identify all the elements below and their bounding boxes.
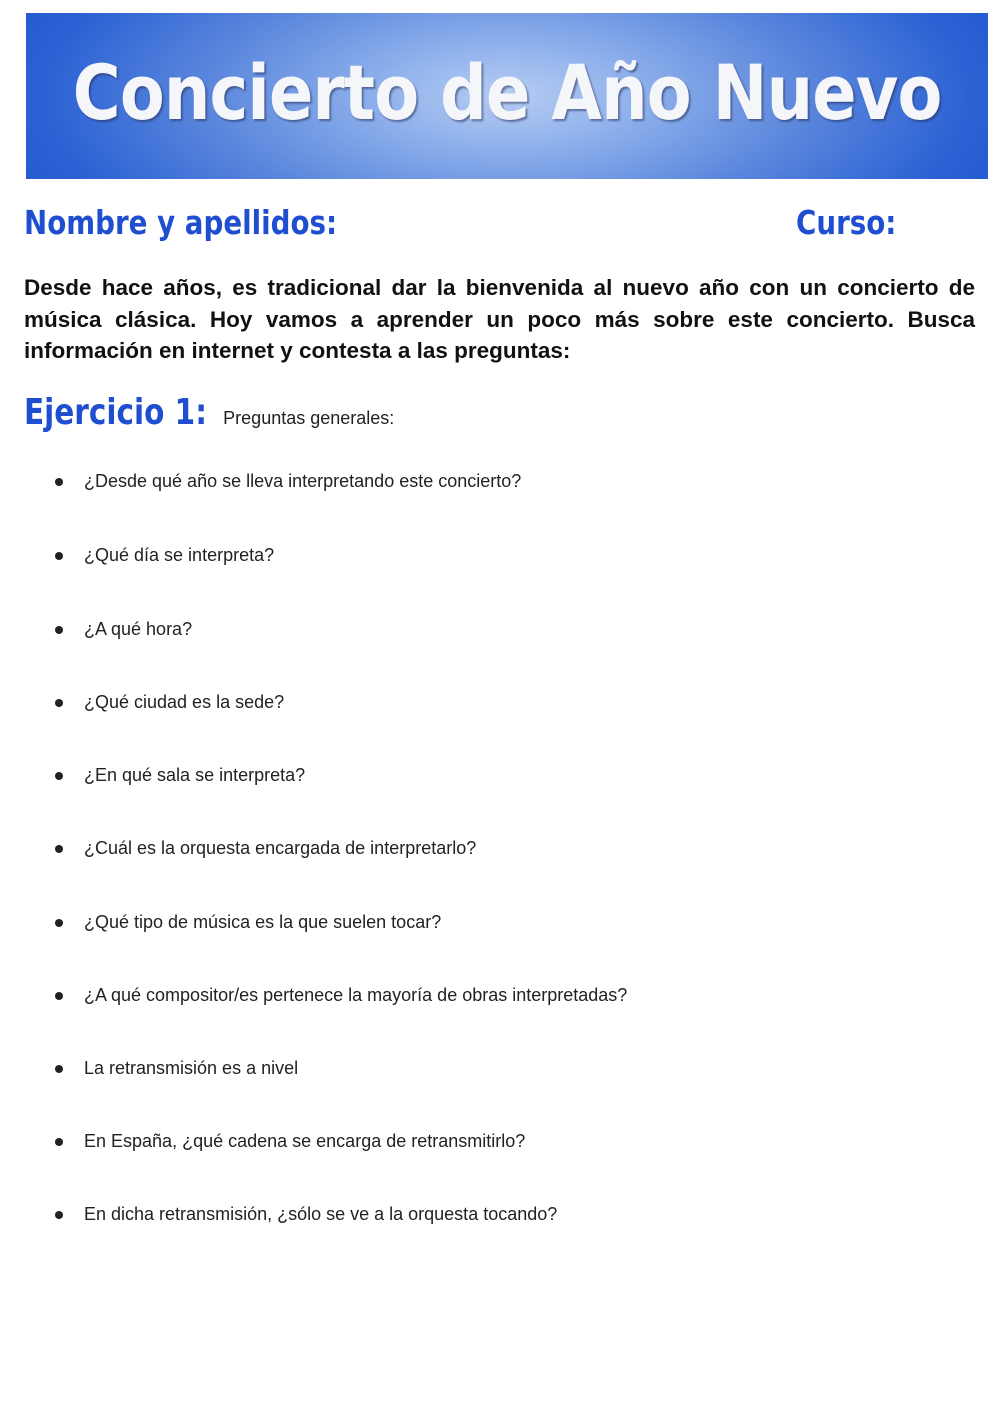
course-label: Curso: xyxy=(796,203,897,242)
question-item xyxy=(55,765,305,786)
bullet-icon xyxy=(55,699,63,707)
question-item xyxy=(55,545,274,566)
question-text: ¿Cuál es la orquesta encargada de interpretarlo? xyxy=(84,838,477,858)
exercise-title: Ejercicio 1: xyxy=(24,392,208,433)
title-banner xyxy=(26,13,988,179)
bullet-icon xyxy=(55,845,63,853)
question-text: ¿En qué sala se interpreta? xyxy=(84,765,306,785)
question-text: ¿Qué ciudad es la sede? xyxy=(84,692,285,712)
bullet-icon xyxy=(55,478,63,486)
question-item xyxy=(55,1204,557,1225)
bullet-icon xyxy=(55,772,63,780)
question-text: ¿Desde qué año se lleva interpretando este concierto? xyxy=(84,471,522,491)
question-item xyxy=(55,692,284,713)
question-text: En dicha retransmisión, ¿sólo se ve a la orquesta tocando? xyxy=(84,1204,558,1224)
question-item xyxy=(55,619,192,640)
name-label: Nombre y apellidos: xyxy=(24,203,338,242)
exercise-heading xyxy=(24,392,394,433)
bullet-icon xyxy=(55,992,63,1000)
question-item xyxy=(55,1131,525,1152)
question-text: ¿A qué hora? xyxy=(84,619,193,639)
bullet-icon xyxy=(55,1138,63,1146)
exercise-subtitle: Preguntas generales: xyxy=(223,408,395,428)
question-item xyxy=(55,1058,298,1079)
question-item xyxy=(55,985,627,1006)
bullet-icon xyxy=(55,919,63,927)
question-item xyxy=(55,912,441,933)
bullet-icon xyxy=(55,1065,63,1073)
question-item xyxy=(55,471,521,492)
intro-paragraph: Desde hace años, es tradicional dar la bienvenida al nuevo año con un concierto de música clásica. Hoy vamos a aprender un poco más sobre este concierto. Busca información en internet y contesta a las preguntas: xyxy=(24,275,975,363)
question-text: ¿Qué tipo de música es la que suelen tocar? xyxy=(84,912,442,932)
page-title: Concierto de Año Nuevo xyxy=(72,47,942,137)
question-item xyxy=(55,838,476,859)
bullet-icon xyxy=(55,626,63,634)
bullet-icon xyxy=(55,552,63,560)
question-text: En España, ¿qué cadena se encarga de retransmitirlo? xyxy=(84,1131,526,1151)
bullet-icon xyxy=(55,1211,63,1219)
question-text: ¿A qué compositor/es pertenece la mayoría de obras interpretadas? xyxy=(84,985,628,1005)
question-text: ¿Qué día se interpreta? xyxy=(84,545,275,565)
question-text: La retransmisión es a nivel xyxy=(84,1058,299,1078)
